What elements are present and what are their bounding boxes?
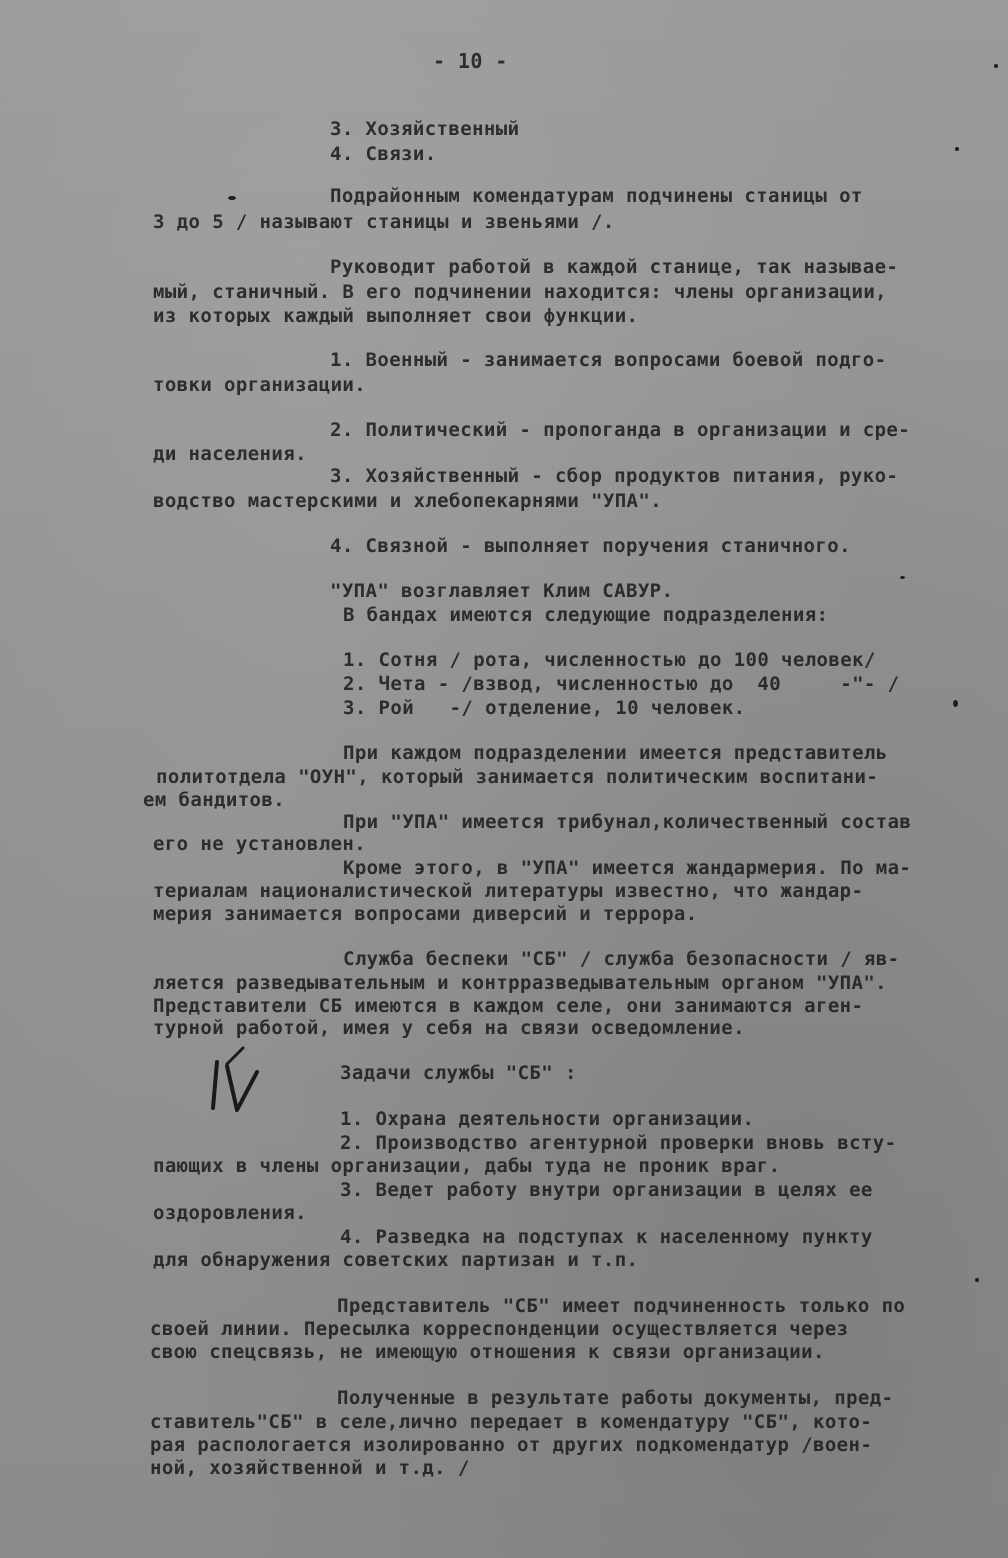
text-line: Представитель "СБ" имеет подчиненность только по (337, 1295, 906, 1317)
text-line: ем бандитов. (143, 789, 286, 811)
text-line: При "УПА" имеется трибунал,количественный состав (343, 811, 912, 833)
text-line: рая распологается изолированно от других подкомендатур /воен- (150, 1434, 873, 1456)
text-line: териалам националистической литературы известно, что жандар- (153, 880, 864, 902)
text-line: 4. Разведка на подступах к населенному пункту (340, 1226, 873, 1248)
text-line: 2. Производство агентурной проверки вновь всту- (340, 1132, 897, 1154)
text-line: товки организации. (153, 374, 367, 396)
text-line: 3. Хозяйственный (330, 118, 520, 140)
text-line: политотдела "ОУН", который занимается политическим воспитани- (156, 766, 879, 788)
text-line: ди населения. (153, 443, 307, 465)
text-line: мерия занимается вопросами диверсий и террора. (153, 903, 698, 925)
text-line: 1. Охрана деятельности организации. (340, 1108, 755, 1130)
text-line: своей линии. Пересылка корреспонденции осуществляется через (150, 1318, 849, 1340)
text-line: 3. Хозяйственный - сбор продуктов питания, руко- (330, 465, 899, 487)
ink-mark (955, 147, 959, 151)
handwritten-roman-numeral-annotation (203, 1044, 273, 1124)
text-line: свою спецсвязь, не имеющую отношения к связи организации. (150, 1341, 825, 1363)
text-line: оздоровления. (153, 1202, 307, 1224)
page-number: - 10 - (433, 49, 508, 73)
text-line: 3. Ведет работу внутри организации в целях ее (340, 1179, 873, 1201)
ink-mark (228, 196, 236, 200)
ink-mark (975, 1278, 979, 1282)
text-line: Представители СБ имеются в каждом селе, они занимаются аген- (153, 995, 864, 1017)
text-line: ставитель"СБ" в селе,лично передает в комендатуру "СБ", кото- (150, 1411, 873, 1433)
ink-mark (900, 576, 905, 579)
text-line: пающих в члены организации, дабы туда не проник враг. (153, 1155, 781, 1177)
text-line: водство мастерскими и хлебопекарнями "УПА". (153, 490, 663, 512)
text-line: ной, хозяйственной и т.д. / (150, 1457, 470, 1479)
text-line: 3. Рой -/ отделение, 10 человек. (343, 697, 746, 719)
text-line: Полученные в результате работы документы, пред- (337, 1387, 894, 1409)
text-line: 1. Сотня / рота, численностью до 100 человек/ (343, 649, 876, 671)
text-line: его не установлен. (153, 833, 367, 855)
text-line: 4. Связи. (330, 143, 437, 165)
text-line: турной работой, имея у себя на связи осведомление. (153, 1017, 745, 1039)
text-line: 4. Связной - выполняет поручения станичного. (330, 535, 851, 557)
text-line: Служба беспеки "СБ" / служба безопасности / яв- (343, 948, 900, 970)
text-line: При каждом подразделении имеется представитель (343, 742, 888, 764)
text-line: 3 до 5 / называют станицы и звеньями /. (153, 211, 615, 233)
text-line: 2. Политический - пропоганда в организации и сре- (330, 419, 911, 441)
text-line: мый, станичный. В его подчинении находится: члены организации, (153, 281, 888, 303)
text-line: В бандах имеются следующие подразделения: (343, 604, 829, 626)
text-line: из которых каждый выполняет свои функции. (153, 305, 639, 327)
text-line: Кроме этого, в "УПА" имеется жандармерия. По ма- (343, 857, 912, 879)
text-line: 1. Военный - занимается вопросами боевой подго- (330, 349, 887, 371)
text-line: ляется разведывательным и контрразведывательным органом "УПА". (153, 972, 888, 994)
ink-mark (994, 64, 998, 68)
text-line: для обнаружения советских партизан и т.п. (153, 1249, 639, 1271)
text-line: Подрайонным комендатурам подчинены станицы от (330, 185, 863, 207)
text-line: 2. Чета - /взвод, численностью до 40 -"- / (343, 673, 900, 695)
ink-mark (953, 700, 958, 707)
text-line: Руководит работой в каждой станице, так называе- (330, 256, 899, 278)
text-line: Задачи службы "СБ" : (340, 1062, 577, 1084)
text-line: "УПА" возглавляет Клим САВУР. (330, 580, 674, 602)
